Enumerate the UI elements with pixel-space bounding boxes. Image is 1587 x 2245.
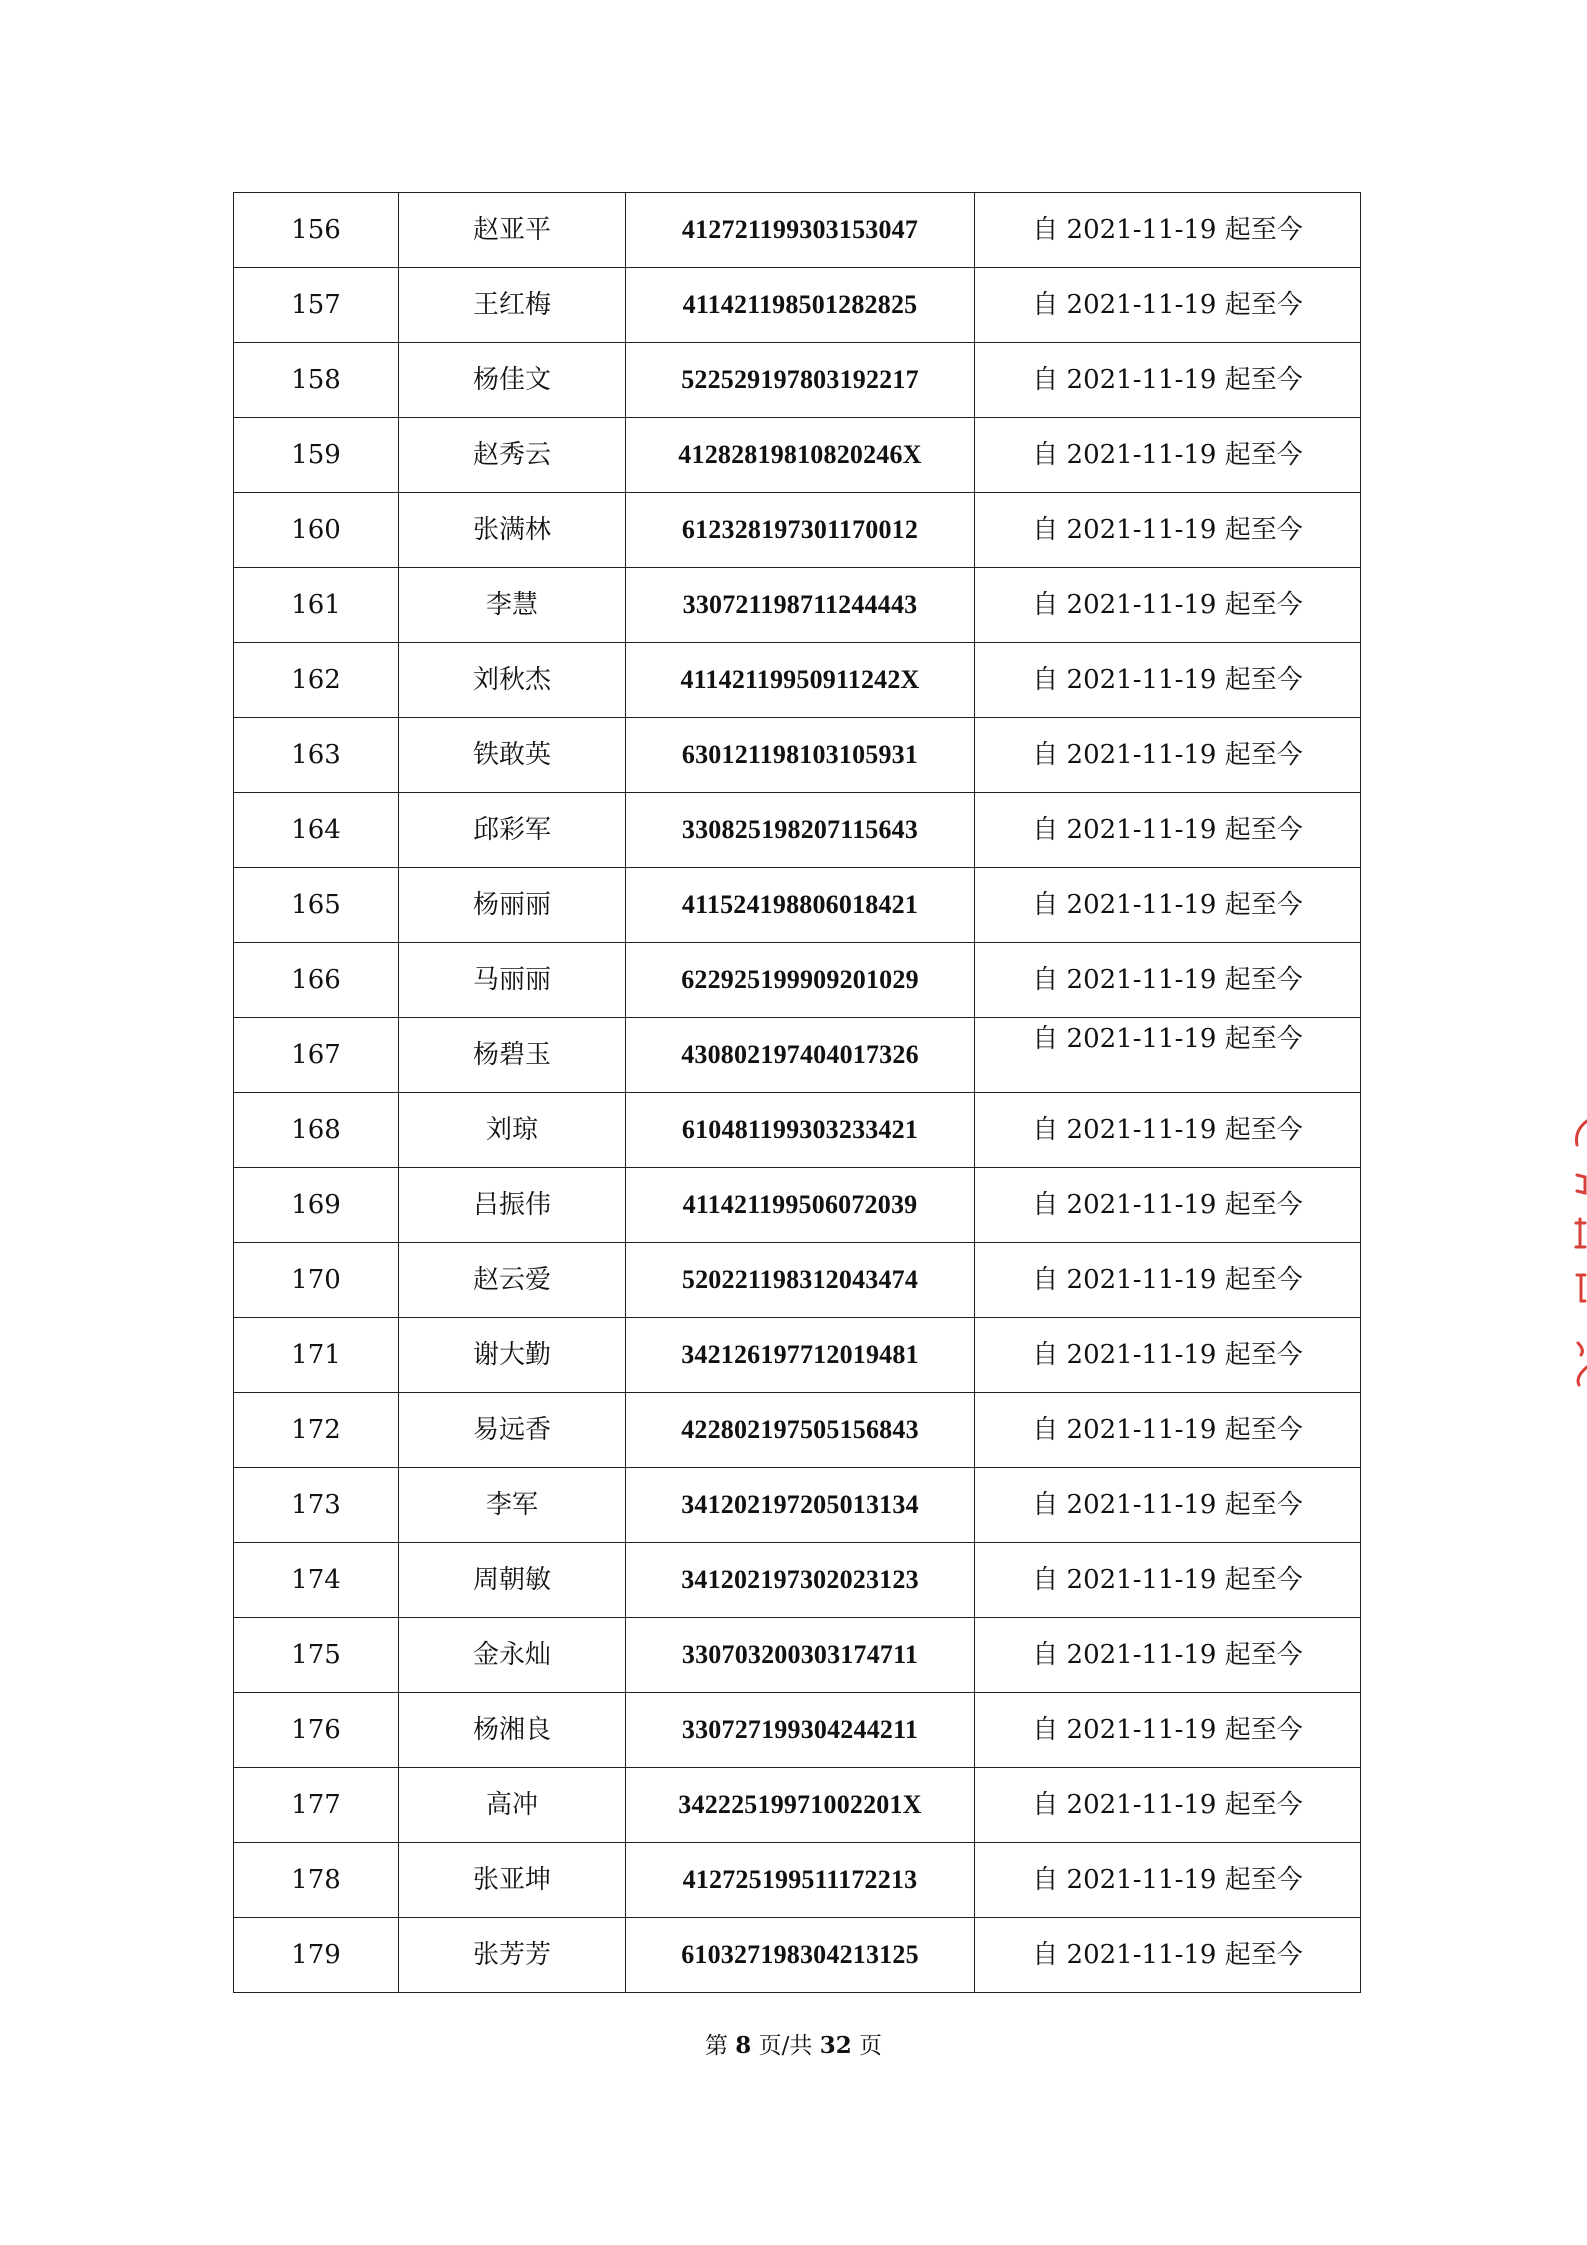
table-row <box>234 493 1361 568</box>
row-number: 171 <box>234 1318 399 1393</box>
row-number: 159 <box>234 418 399 493</box>
person-name: 李军 <box>399 1468 626 1543</box>
id-number: 610327198304213125 <box>626 1918 975 1993</box>
id-number: 422802197505156843 <box>626 1393 975 1468</box>
row-number: 166 <box>234 943 399 1018</box>
effective-date: 自 2021-11-19 起至今 <box>975 1093 1361 1168</box>
row-number: 174 <box>234 1543 399 1618</box>
table-row <box>234 1393 1361 1468</box>
effective-date: 自 2021-11-19 起至今 <box>975 868 1361 943</box>
person-name: 王红梅 <box>399 268 626 343</box>
row-number: 178 <box>234 1843 399 1918</box>
row-number: 169 <box>234 1168 399 1243</box>
row-number: 163 <box>234 718 399 793</box>
id-number: 41282819810820246X <box>626 418 975 493</box>
effective-date: 自 2021-11-19 起至今 <box>975 418 1361 493</box>
person-name: 吕振伟 <box>399 1168 626 1243</box>
id-number: 330703200303174711 <box>626 1618 975 1693</box>
table-row <box>234 268 1361 343</box>
row-number: 172 <box>234 1393 399 1468</box>
row-number: 170 <box>234 1243 399 1318</box>
person-name: 李慧 <box>399 568 626 643</box>
id-number: 330727199304244211 <box>626 1693 975 1768</box>
effective-date: 自 2021-11-19 起至今 <box>975 1393 1361 1468</box>
row-number: 161 <box>234 568 399 643</box>
row-number: 167 <box>234 1018 399 1093</box>
row-number: 156 <box>234 193 399 268</box>
id-number: 412721199303153047 <box>626 193 975 268</box>
effective-date: 自 2021-11-19 起至今 <box>975 1168 1361 1243</box>
effective-date: 自 2021-11-19 起至今 <box>975 1768 1361 1843</box>
table-row <box>234 1093 1361 1168</box>
effective-date: 自 2021-11-19 起至今 <box>975 718 1361 793</box>
id-number: 622925199909201029 <box>626 943 975 1018</box>
row-number: 157 <box>234 268 399 343</box>
id-number: 330721198711244443 <box>626 568 975 643</box>
effective-date: 自 2021-11-19 起至今 <box>975 1918 1361 1993</box>
person-name: 杨丽丽 <box>399 868 626 943</box>
row-number: 173 <box>234 1468 399 1543</box>
id-number: 341202197302023123 <box>626 1543 975 1618</box>
effective-date: 自 2021-11-19 起至今 <box>975 193 1361 268</box>
person-name: 赵云爱 <box>399 1243 626 1318</box>
table-row <box>234 1918 1361 1993</box>
person-name: 张亚坤 <box>399 1843 626 1918</box>
person-name: 张满林 <box>399 493 626 568</box>
id-number: 520221198312043474 <box>626 1243 975 1318</box>
row-number: 177 <box>234 1768 399 1843</box>
row-number: 175 <box>234 1618 399 1693</box>
id-number: 522529197803192217 <box>626 343 975 418</box>
person-name: 赵亚平 <box>399 193 626 268</box>
person-name: 刘琼 <box>399 1093 626 1168</box>
id-number: 411524198806018421 <box>626 868 975 943</box>
person-name: 易远香 <box>399 1393 626 1468</box>
effective-date: 自 2021-11-19 起至今 <box>975 1543 1361 1618</box>
person-name: 谢大勤 <box>399 1318 626 1393</box>
person-name: 高冲 <box>399 1768 626 1843</box>
table-row <box>234 1318 1361 1393</box>
effective-date: 自 2021-11-19 起至今 <box>975 1018 1361 1093</box>
person-name: 杨碧玉 <box>399 1018 626 1093</box>
person-name: 赵秀云 <box>399 418 626 493</box>
roster-table-body <box>234 193 1361 1993</box>
effective-date: 自 2021-11-19 起至今 <box>975 1693 1361 1768</box>
person-name: 铁敢英 <box>399 718 626 793</box>
effective-date: 自 2021-11-19 起至今 <box>975 268 1361 343</box>
table-row <box>234 1168 1361 1243</box>
row-number: 168 <box>234 1093 399 1168</box>
id-number: 342126197712019481 <box>626 1318 975 1393</box>
id-number: 411421198501282825 <box>626 268 975 343</box>
id-number: 34222519971002201X <box>626 1768 975 1843</box>
table-row <box>234 1693 1361 1768</box>
person-name: 马丽丽 <box>399 943 626 1018</box>
person-name: 杨佳文 <box>399 343 626 418</box>
effective-date: 自 2021-11-19 起至今 <box>975 643 1361 718</box>
id-number: 341202197205013134 <box>626 1468 975 1543</box>
id-number: 630121198103105931 <box>626 718 975 793</box>
table-row <box>234 1543 1361 1618</box>
row-number: 162 <box>234 643 399 718</box>
row-number: 160 <box>234 493 399 568</box>
table-row <box>234 943 1361 1018</box>
table-row <box>234 1018 1361 1093</box>
row-number: 164 <box>234 793 399 868</box>
table-row <box>234 1243 1361 1318</box>
table-row <box>234 1468 1361 1543</box>
effective-date: 自 2021-11-19 起至今 <box>975 793 1361 868</box>
effective-date: 自 2021-11-19 起至今 <box>975 1468 1361 1543</box>
person-name: 刘秋杰 <box>399 643 626 718</box>
person-name: 金永灿 <box>399 1618 626 1693</box>
page-footer <box>0 2027 1587 2060</box>
row-number: 165 <box>234 868 399 943</box>
table-row <box>234 643 1361 718</box>
table-row <box>234 1768 1361 1843</box>
table-row <box>234 343 1361 418</box>
person-name: 周朝敏 <box>399 1543 626 1618</box>
table-row <box>234 793 1361 868</box>
effective-date: 自 2021-11-19 起至今 <box>975 343 1361 418</box>
effective-date: 自 2021-11-19 起至今 <box>975 568 1361 643</box>
id-number: 610481199303233421 <box>626 1093 975 1168</box>
id-number: 430802197404017326 <box>626 1018 975 1093</box>
table-row <box>234 868 1361 943</box>
footer-prefix: 第 <box>704 2033 736 2059</box>
person-name: 杨湘良 <box>399 1693 626 1768</box>
effective-date: 自 2021-11-19 起至今 <box>975 1618 1361 1693</box>
table-row <box>234 568 1361 643</box>
table-row <box>234 418 1361 493</box>
row-number: 176 <box>234 1693 399 1768</box>
table-row <box>234 718 1361 793</box>
effective-date: 自 2021-11-19 起至今 <box>975 493 1361 568</box>
id-number: 412725199511172213 <box>626 1843 975 1918</box>
effective-date: 自 2021-11-19 起至今 <box>975 1843 1361 1918</box>
effective-date: 自 2021-11-19 起至今 <box>975 1318 1361 1393</box>
current-page-number: 8 <box>735 2032 752 2059</box>
person-name: 张芳芳 <box>399 1918 626 1993</box>
id-number: 41142119950911242X <box>626 643 975 718</box>
row-number: 158 <box>234 343 399 418</box>
table-row <box>234 193 1361 268</box>
person-name: 邱彩军 <box>399 793 626 868</box>
table-row <box>234 1618 1361 1693</box>
roster-table <box>233 192 1361 1993</box>
id-number: 411421199506072039 <box>626 1168 975 1243</box>
id-number: 612328197301170012 <box>626 493 975 568</box>
id-number: 330825198207115643 <box>626 793 975 868</box>
total-page-count: 32 <box>819 2032 852 2059</box>
effective-date: 自 2021-11-19 起至今 <box>975 1243 1361 1318</box>
footer-suffix: 页 <box>851 2033 883 2059</box>
row-number: 179 <box>234 1918 399 1993</box>
red-seal-edge-icon <box>1568 1115 1587 1390</box>
footer-middle: 页/共 <box>751 2033 820 2059</box>
effective-date: 自 2021-11-19 起至今 <box>975 943 1361 1018</box>
table-row <box>234 1843 1361 1918</box>
